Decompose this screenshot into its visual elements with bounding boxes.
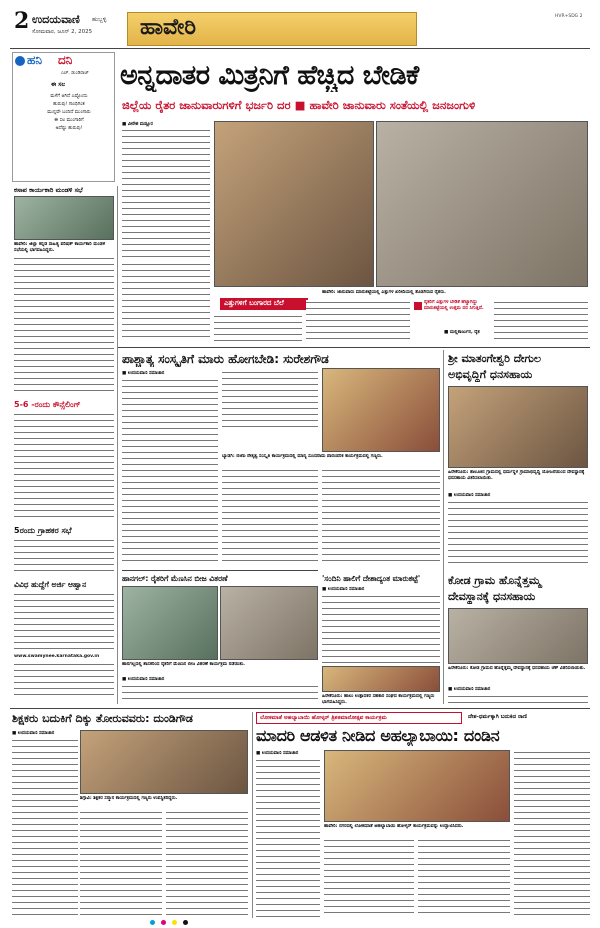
poem (29, 93, 109, 133)
honey-title-b: ದನಿ (58, 53, 73, 67)
temple1-photo (448, 386, 588, 468)
section-title: ಹಾವೇರಿ (140, 15, 196, 40)
main-photo-2 (376, 121, 588, 287)
ahilya-photo (324, 750, 510, 822)
temple2-text (448, 694, 588, 704)
kasapa-title: ಕಸಾಪ ಕಾರ್ಯಕಾರಿ ಮಂಡಳಿ ಸಭೆ (14, 186, 83, 194)
edition: ಹುಬ್ಬಳ್ಳಿ (92, 16, 107, 23)
seeds-text (122, 684, 318, 704)
teacher-text-2 (80, 810, 162, 918)
poem-line: ಅದೆಷ್ಟು ಹುರುಪು! (55, 126, 83, 131)
west-text-4 (322, 468, 440, 566)
mp-byline: ■ ಉದಯವಾಣಿ ಸಮಾಚಾರ (322, 587, 365, 592)
seeds-photo-2 (220, 586, 318, 660)
ahilya-text-1 (256, 758, 320, 918)
seeds-rule (122, 570, 318, 571)
honey-author: ಎಚ್. ಡುಂಡಿರಾಜ್ (61, 71, 89, 76)
bottom-divider (252, 712, 253, 918)
poem-title: ಈ ಸಲ (51, 81, 66, 88)
main-subhead: ಜಿಲ್ಲೆಯ ರೈತರ ಜಾನುವಾರುಗಳಿಗೆ ಭರ್ಜರಿ ದರ ■ ಹಾವೇರಿ ಜಾನುವಾರು ಸಂತೆಯಲ್ಲಿ ಜನಜಂಗುಳಿ (122, 98, 476, 112)
main-boxhead-bar (220, 298, 308, 310)
temple1-headline-2: ಅಭಿವೃದ್ಧಿಗೆ ಧನಸಹಾಯ (448, 368, 533, 381)
ahilya-headline: ಮಾದರಿ ಆಡಳಿತ ನೀಡಿದ ಅಹಲ್ಯಾಬಾಯಿ: ದಂಡಿನ (256, 726, 500, 745)
consumer-title: 5ರಂದು ಗ್ರಾಹಕರ ಸಭೆ (14, 526, 72, 535)
main-quote-box (414, 300, 490, 344)
honey-box (12, 52, 115, 182)
main-photo-1 (214, 121, 374, 287)
paper-name: ಉದಯವಾಣಿ (32, 13, 80, 26)
seeds-caption: ಹಾನಗಲ್ಲದಲ್ಲಿ ಶಾಸಕರಿಂದ ರೈತರಿಗೆ ಮೆಣಸಿನ ಬೀಜ ವಿತರಣೆ ಕಾರ್ಯಕ್ರಮ ನಡೆಯಿತು. (122, 662, 246, 667)
temple1-byline: ■ ಉದಯವಾಣಿ ಸಮಾಚಾರ (448, 493, 491, 498)
main-subhead-bar (120, 97, 590, 115)
main-boxhead: ಎತ್ತುಗಳಿಗೆ ಬಂಗಾರದ ಬೆಲೆ (224, 299, 284, 307)
west-photo (322, 368, 440, 452)
west-text-3 (222, 468, 318, 566)
seeds-photo (122, 586, 218, 660)
poem-line: ಹುರುಪು! ಗಾಂಧಿಗಿಂತ (53, 102, 85, 107)
date: ಸೋಮವಾರ, ಜೂನ್ 2, 2025 (32, 29, 93, 35)
poem-line: ಮುನ್ನವೇ ಬಂದಿದೆ ಮುಂಗಾರು (47, 110, 91, 115)
temple1-caption: ಹಿರೇಕೆರೂರು: ತಾಲೂಕಿನ ಗ್ರಾಮದಲ್ಲಿ ಧರ್ಮಸ್ಥಳ ಗ್ರಾಮಾಭಿವೃದ್ಧಿ ಯೋಜನೆಯಿಂದ ದೇವಸ್ಥಾನಕ್ಕೆ ಧನಸಹಾಯ ವಿತರಿಸಲಾಯಿತು. (448, 470, 585, 481)
bottom-rule (10, 708, 590, 709)
honey-title-a: ಹನಿ (27, 53, 42, 67)
seeds-headline: ಹಾನಗಲ್: ರೈತರಿಗೆ ಮೆಣಸಿನ ಬೀಜ ವಿತರಣೆ (122, 574, 228, 583)
main-text (122, 128, 210, 258)
mid-divider (443, 350, 444, 704)
ahilya-kicker-1: ಲೋಕಮಾತೆ ಅಹಲ್ಯಾಬಾಯಿ ಹೋಳ್ಕರ್ ತ್ರಿಶತಮಾನೋತ್ಸವ ಕಾರ್ಯಕ್ರಮ (260, 715, 387, 721)
west-text-2 (222, 370, 318, 428)
drop-icon (15, 56, 25, 66)
west-byline: ■ ಉದಯವಾಣಿ ಸಮಾಚಾರ (122, 371, 165, 376)
section-banner (127, 12, 417, 46)
temple2-caption: ಹಿರೇಕೆರೂರು: ಕೋಡ ಗ್ರಾಮದ ಹೊನ್ನೆತ್ತಮ್ಮ ದೇವಸ್ಥಾನಕ್ಕೆ ಧನಸಹಾಯ ಚೆಕ್ ವಿತರಿಸಲಾಯಿತು. (448, 666, 586, 671)
page-number: 2 (14, 8, 30, 34)
west-text-1 (122, 378, 218, 566)
jobs-text (14, 592, 114, 652)
temple2-photo (448, 608, 588, 664)
consumer-text (14, 538, 114, 576)
kasapa-caption: ಹಾವೇರಿ: ಜಿಲ್ಲಾ ಕನ್ನಡ ಸಾಹಿತ್ಯ ಪರಿಷತ್ ಕಾರ್ಯಕಾರಿ ಮಂಡಳಿ ಸಭೆಯಲ್ಲಿ ಭಾಗವಹಿಸಿದ್ದರು. (14, 242, 106, 253)
masthead-left (14, 8, 124, 44)
kasapa-photo (14, 196, 114, 240)
ahilya-kicker-bar (256, 712, 590, 724)
teacher-byline: ■ ಉದಯವಾಣಿ ಸಮಾಚಾರ (12, 731, 55, 736)
quote-icon (414, 302, 422, 310)
main-text-4 (306, 300, 410, 344)
teacher-caption: ಶಿಗ್ಗಾವಿ: ಶಿಕ್ಷಕರ ಸನ್ಮಾನ ಕಾರ್ಯಕ್ರಮದಲ್ಲಿ ಗಣ್ಯರು ಉಪಸ್ಥಿತರಿದ್ದರು. (80, 796, 178, 801)
temple1-headline-1: ಶ್ರೀ ಮಾತಂಗೇಶ್ವರಿ ದೇಗುಲ (448, 352, 542, 365)
main-rule (118, 347, 590, 348)
poem-line: ಮಳೆಗೆ ಆಗಿದೆ ಎಷ್ಟೊಂದು (50, 94, 88, 99)
main-quote: ರೈತರಿಗೆ ಎತ್ತುಗಳ ಬೇಡಿಕೆ ಹೆಚ್ಚಾಗಿದ್ದು ಮಾರುಕಟ್ಟೆಯಲ್ಲಿ ಉತ್ತಮ ದರ ಸಿಗುತ್ತಿದೆ. (424, 300, 484, 311)
main-text-3 (214, 314, 302, 344)
mp-headline: 'ಸಂದಿನಿ ಹಾಲಿಗೆ ದೇಶಾದ್ಯಂತ ಮಾರುಕಟ್ಟೆ' (322, 574, 421, 583)
ahilya-kicker-2: ದೇಶ-ಧರ್ಮಕ್ಕಾಗಿ ಬದುಕಿದ ರಾಣಿ (468, 714, 527, 720)
ahilya-text-4 (514, 750, 590, 918)
west-headline: ಪಾಶ್ಚಾತ್ಯ ಸಂಸ್ಕೃತಿಗೆ ಮಾರು ಹೋಗಬೇಡಿ: ಸುರೇಶಗೌಡ (122, 352, 329, 366)
jobs-url[interactable]: www.swamynee.karnataka.gov.in (14, 654, 100, 659)
mp-text (322, 594, 440, 664)
seeds-byline: ■ ಉದಯವಾಣಿ ಸಮಾಚಾರ (122, 677, 165, 682)
teacher-text-3 (166, 810, 248, 918)
main-text-5 (494, 300, 588, 344)
masthead-rule (10, 48, 590, 49)
counselling-title: 5-6 -ರಂದು ಕೌನ್ಸೆಲಿಂಗ್ (14, 400, 81, 409)
jobs-text-2 (14, 662, 114, 698)
mp-photo (322, 666, 440, 692)
teacher-headline: ಶಿಕ್ಷಕರು ಬದುಕಿಗೆ ದಿಕ್ಕು ತೋರುವವರು: ದುಂಡಿಗೌಡ (12, 712, 193, 725)
counselling-text (14, 412, 114, 522)
teacher-text-1 (12, 738, 78, 918)
page-code: HVR+SDG 2 (555, 14, 583, 19)
main-photo-caption: ಹಾವೇರಿ: ಜಾನುವಾರು ಮಾರುಕಟ್ಟೆಯಲ್ಲಿ ಎತ್ತುಗಳ ಖರೀದಿಯಲ್ಲಿ ತೊಡಗಿರುವ ರೈತರು. (322, 290, 446, 295)
main-quote-by: ■ ಮಲ್ಲಿಕಾರ್ಜುನ, ರೈತ (444, 330, 480, 335)
temple1-text (448, 500, 588, 568)
temple2-headline-2: ದೇವಸ್ಥಾನಕ್ಕೆ ಧನಸಹಾಯ (448, 590, 536, 603)
ahilya-text-2 (324, 838, 414, 918)
jobs-title: ವಿವಿಧ ಹುದ್ದೆಗೆ ಅರ್ಜಿ ಆಹ್ವಾನ (14, 580, 87, 589)
west-caption: ಬ್ಯಾಡಗಿ: ಬಿಜೆಪಿ ನೇತೃತ್ವ ಸಂಸ್ಕೃತಿ ಕಾರ್ಯಕ್ರಮದಲ್ಲಿ ಮಾನ್ಯ ಸುಂದರಾಮ ಪಾರಂಪರಿಕ ಕಾರ್ಯಕ್ರಮದಲ್ಲಿ ಗಣ್ಯರು. (222, 454, 383, 459)
ahilya-byline: ■ ಉದಯವಾಣಿ ಸಮಾಚಾರ (256, 751, 299, 756)
teacher-photo (80, 730, 248, 794)
main-text-2 (122, 262, 210, 342)
left-divider (117, 186, 118, 704)
mp-caption: ಹಿರೇಕೆರೂರು: ಹಾಲು ಉತ್ಪಾದಕರ ಸಹಕಾರ ಸಂಘದ ಕಾರ್ಯಕ್ರಮದಲ್ಲಿ ಗಣ್ಯರು ಭಾಗವಹಿಸಿದ್ದರು. (322, 694, 435, 705)
kasapa-text (14, 256, 114, 396)
main-headline: ಅನ್ನದಾತರ ಮಿತ್ರನಿಗೆ ಹೆಚ್ಚಿದ ಬೇಡಿಕೆ (120, 60, 419, 91)
ahilya-text-3 (418, 838, 510, 918)
main-byline: ■ ವೀರೇಶ ಮಡ್ಲೂರ (122, 122, 153, 127)
registration-marks (150, 920, 450, 925)
temple2-byline: ■ ಉದಯವಾಣಿ ಸಮಾಚಾರ (448, 687, 491, 692)
ahilya-caption: ಹಾವೇರಿ: ನಗರದಲ್ಲಿ ಲೋಕಮಾತೆ ಅಹಲ್ಯಾಬಾಯಿ ಹೋಳ್ಕರ್ ಕಾರ್ಯಕ್ರಮವನ್ನು ಉದ್ಘಾಟಿಸಿದರು. (324, 824, 464, 829)
poem-line: ಈ ಸಲ ಮುಂಗಾರಿಗೆ (54, 118, 84, 123)
temple2-headline-1: ಕೋಡ ಗ್ರಾಮ ಹೊನ್ನೆತ್ತಮ್ಮ (448, 574, 541, 587)
